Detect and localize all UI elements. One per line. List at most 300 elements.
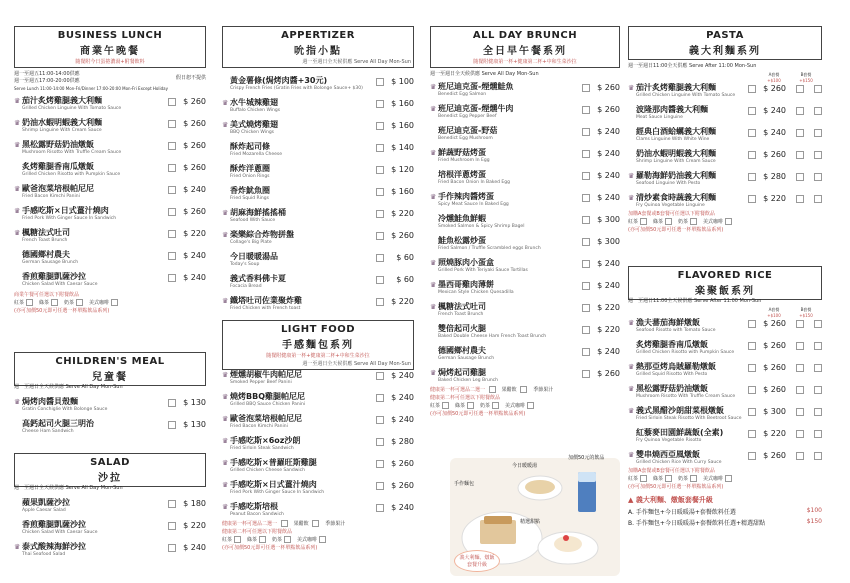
- menu-item-name-zh: 鮭魚松露炒蛋: [438, 236, 486, 245]
- order-checkbox[interactable]: [376, 188, 384, 196]
- menu-item-name: [438, 324, 582, 340]
- order-checkbox[interactable]: [748, 173, 756, 181]
- drink-option: 奶茶: [64, 300, 75, 306]
- spacer: [628, 106, 636, 114]
- order-checkbox[interactable]: [376, 254, 384, 262]
- brunch-title-zh: 全日早午餐系列: [483, 46, 567, 57]
- order-checkbox[interactable]: [376, 438, 384, 446]
- order-checkbox[interactable]: [376, 78, 384, 86]
- set-b-checkbox[interactable]: [814, 430, 822, 438]
- menu-item-name: [438, 368, 582, 384]
- set-a-checkbox[interactable]: [796, 173, 804, 181]
- drink-checkbox[interactable]: [527, 402, 534, 409]
- drink-checkbox[interactable]: [665, 475, 672, 482]
- menu-item: [222, 436, 414, 458]
- menu-item-name-en: Fried Bacon Kimchi Panini: [230, 424, 288, 429]
- menu-item-name-en: Mushroom Risotto With Truffle Cream Sauce: [22, 150, 122, 155]
- set-a-checkbox[interactable]: [796, 151, 804, 159]
- order-checkbox[interactable]: [582, 106, 590, 114]
- order-checkbox[interactable]: [748, 408, 756, 416]
- order-checkbox[interactable]: [376, 210, 384, 218]
- menu-item-name: [636, 149, 748, 165]
- menu-item: [628, 193, 822, 215]
- menu-item-name-en: Grilled Pork With Teriyaki Sauce Tortillas: [438, 268, 528, 273]
- menu-item-name-zh: 黑松露野菇奶油燉飯: [636, 384, 708, 393]
- menu-item-price: $ 120: [391, 165, 414, 174]
- order-checkbox[interactable]: [376, 394, 384, 402]
- business-note-3: Serve Lunch 11:00-14:00 Mon-Fri/Dinner 17:00-20:00 Mon-Fri Except Holiday: [14, 86, 168, 91]
- menu-item-price: $ 300: [597, 215, 620, 224]
- set-a-checkbox[interactable]: [796, 107, 804, 115]
- brunch-drink-hint: 健康第二杯可任選以下附餐飲品: [430, 395, 501, 401]
- menu-item-price: $ 160: [391, 121, 414, 130]
- chef-icon: ♛: [628, 319, 635, 327]
- drink-checkbox[interactable]: [51, 299, 58, 306]
- menu-item-name-zh: 酥炸起司條: [230, 142, 270, 151]
- spacer: [14, 251, 22, 259]
- light-food-subtitle: 隨餐附健康第一杯+健康第二杯+中和生菜沙拉: [266, 353, 370, 359]
- menu-item: [14, 520, 206, 542]
- order-checkbox[interactable]: [748, 85, 756, 93]
- order-checkbox[interactable]: [748, 386, 756, 394]
- menu-item-name-en: German Sausage Brunch: [438, 356, 495, 361]
- set-a-checkbox[interactable]: [796, 195, 804, 203]
- menu-item-name-zh: 義式黑醋沙朗甜菜根燉飯: [636, 406, 724, 415]
- menu-item-name-zh: 手感吃斯培根: [230, 502, 278, 511]
- photo-label-bread: 手作麵包: [454, 481, 475, 487]
- menu-item-name: [230, 392, 376, 408]
- rice-drink-hint: 加購A套餐或B套餐可任選以下附餐飲品: [628, 468, 715, 474]
- menu-item-name: [22, 542, 168, 558]
- drink-checkbox[interactable]: [442, 402, 449, 409]
- menu-item-name-zh: 炙烤雞腿香南瓜燉飯: [22, 162, 94, 171]
- menu-item-name: [438, 192, 582, 208]
- column-4: [628, 0, 822, 527]
- drink-checkbox[interactable]: [665, 218, 672, 225]
- order-checkbox[interactable]: [582, 260, 590, 268]
- order-checkbox[interactable]: [376, 460, 384, 468]
- chef-icon: ♛: [222, 437, 229, 445]
- drink-option: 美式咖啡: [703, 219, 724, 225]
- chef-icon: ♛: [14, 543, 21, 551]
- menu-item-price: $ 140: [391, 143, 414, 152]
- menu-item: [222, 164, 414, 186]
- set-b-checkbox[interactable]: [814, 129, 822, 137]
- menu-item: [222, 142, 414, 164]
- set-a-checkbox[interactable]: [796, 85, 804, 93]
- order-checkbox[interactable]: [168, 274, 176, 282]
- menu-item: [222, 230, 414, 252]
- order-checkbox[interactable]: [748, 342, 756, 350]
- order-checkbox[interactable]: [582, 304, 590, 312]
- set-b-checkbox[interactable]: [814, 452, 822, 460]
- salad-title-zh: 沙拉: [98, 473, 122, 484]
- menu-item-name-en: Fried Squid Rings: [230, 196, 269, 201]
- drink-checkbox[interactable]: [690, 218, 697, 225]
- menu-item-name-zh: 炙烤雞腿香南瓜燉飯: [636, 340, 708, 349]
- menu-item-name-zh: 茄汁炙烤雞腿義大利麵: [636, 83, 716, 92]
- menu-item-name-en: Grilled Chicken Linguine With Tomato Sauce: [636, 93, 736, 98]
- pasta-fine-print: (亦可加價50元即可任選一杯單點飲品系列): [628, 227, 724, 233]
- menu-item-name-zh: 班尼迪克蛋-煙燻鮭魚: [438, 82, 514, 91]
- order-checkbox[interactable]: [376, 276, 384, 284]
- menu-item-price: $ 260: [391, 481, 414, 490]
- menu-item-name-zh: 楓糖法式吐司: [438, 302, 486, 311]
- pasta-list: [628, 83, 822, 215]
- drink-checkbox[interactable]: [26, 299, 33, 306]
- appetizer-header: [222, 26, 414, 68]
- menu-item: [14, 140, 206, 162]
- drink-option: 紅茶: [628, 219, 639, 225]
- drink-option: 奶茶: [272, 537, 283, 543]
- spacer: [430, 347, 438, 355]
- menu-item: [628, 450, 822, 472]
- menu-item-name: [636, 83, 748, 99]
- rice-fine-print: (亦可加價50元即可任選一杯單點飲品系列): [628, 484, 724, 490]
- business-lunch-list: [14, 96, 206, 294]
- menu-item-name: [22, 498, 168, 514]
- menu-item-name: [22, 419, 168, 435]
- order-checkbox[interactable]: [168, 421, 176, 429]
- set-a-checkbox[interactable]: [796, 129, 804, 137]
- menu-item-price: $ 130: [183, 420, 206, 429]
- menu-item-price: $ 260: [763, 451, 786, 460]
- menu-item-name-en: Mexican Style Chicken Quesadilla: [438, 290, 514, 295]
- drink-checkbox[interactable]: [259, 536, 266, 543]
- appetizer-title-en: APPERTIZER: [281, 30, 355, 41]
- children-note: 週一至週日全天候供應 Serve All Day Mon-Sun: [14, 384, 123, 390]
- drink-checkbox[interactable]: [284, 536, 291, 543]
- set-a-checkbox[interactable]: [796, 342, 804, 350]
- children-list: [14, 397, 206, 441]
- menu-item: [628, 318, 822, 340]
- order-checkbox[interactable]: [582, 172, 590, 180]
- menu-item-name: [230, 480, 376, 496]
- order-checkbox[interactable]: [168, 399, 176, 407]
- menu-item-name-zh: 煙燻胡椒牛肉帕尼尼: [230, 370, 302, 379]
- order-checkbox[interactable]: [582, 150, 590, 158]
- drink-option: 奶茶: [678, 476, 689, 482]
- menu-item-name: [636, 384, 748, 400]
- menu-item-name: [636, 318, 748, 334]
- menu-item-name-zh: 照燒豚肉小蛋盒: [438, 258, 494, 267]
- order-checkbox[interactable]: [582, 370, 590, 378]
- drink-checkbox[interactable]: [640, 475, 647, 482]
- children-header: [14, 352, 206, 386]
- photo-badge-upgrade: 義大利麵、燉飯套餐升級: [454, 550, 500, 572]
- drink-checkbox[interactable]: [76, 299, 83, 306]
- drink-option: 綠茶: [653, 476, 664, 482]
- chef-icon: ♛: [222, 503, 229, 511]
- menu-item: [628, 171, 822, 193]
- photo-label-dessert: 精選甜點: [520, 519, 541, 525]
- menu-item-name-en: Cheese Ham Sandwich: [22, 429, 74, 434]
- order-checkbox[interactable]: [168, 500, 176, 508]
- set-b-checkbox[interactable]: [814, 173, 822, 181]
- drink-checkbox[interactable]: [319, 536, 326, 543]
- menu-item-price: $ 260: [183, 97, 206, 106]
- order-checkbox[interactable]: [748, 364, 756, 372]
- photo-label-drink: 加價50元的飲品: [568, 455, 605, 461]
- menu-item-name-en: Seafood With Sauce: [230, 218, 276, 223]
- menu-item-name: [22, 206, 168, 222]
- menu-item-price: $ 240: [597, 149, 620, 158]
- menu-item-name-zh: 水牛城辣雞翅: [230, 98, 278, 107]
- menu-item-name-en: Grilled Chicken Cheese Sandwich: [230, 468, 306, 473]
- menu-item: [628, 428, 822, 450]
- order-checkbox[interactable]: [748, 195, 756, 203]
- order-checkbox[interactable]: [376, 100, 384, 108]
- menu-item: [14, 206, 206, 228]
- menu-item-name-zh: 雙串燒西亞風燉飯: [636, 450, 700, 459]
- set-b-checkbox[interactable]: [814, 195, 822, 203]
- order-checkbox[interactable]: [168, 544, 176, 552]
- order-checkbox[interactable]: [168, 186, 176, 194]
- menu-item-name-zh: 奶油水蝦明蝦義大利麵: [22, 118, 102, 127]
- light-food-title-zh: 手感麵包系列: [282, 340, 354, 351]
- drink-option: 美式咖啡: [703, 476, 724, 482]
- menu-item: [628, 406, 822, 428]
- set-b-checkbox[interactable]: [814, 85, 822, 93]
- menu-item-name: [22, 96, 168, 112]
- menu-item-price: $ 240: [183, 543, 206, 552]
- order-checkbox[interactable]: [582, 84, 590, 92]
- order-checkbox[interactable]: [168, 164, 176, 172]
- chef-icon: ♛: [430, 303, 437, 311]
- chef-icon: ♛: [222, 231, 229, 239]
- menu-item-name: [230, 186, 376, 202]
- menu-item-name-en: Focacia Bread: [230, 284, 262, 289]
- menu-item: [430, 170, 620, 192]
- menu-item: [430, 346, 620, 368]
- order-checkbox[interactable]: [582, 238, 590, 246]
- drink-checkbox[interactable]: [111, 299, 118, 306]
- menu-item: [222, 274, 414, 296]
- menu-item-price: $ 100: [391, 77, 414, 86]
- order-checkbox[interactable]: [748, 320, 756, 328]
- light-food-note: 週一至週日全天候供應 Serve All Day Mon-Sun: [302, 361, 411, 367]
- order-checkbox[interactable]: [376, 416, 384, 424]
- menu-item-price: $ 220: [391, 209, 414, 218]
- menu-item-name-en: Baked Chicken Leg Brunch: [438, 378, 499, 383]
- menu-item-name: [636, 105, 748, 121]
- light-drinks: [222, 536, 414, 545]
- menu-item: [430, 126, 620, 148]
- order-checkbox[interactable]: [376, 144, 384, 152]
- menu-item: [222, 370, 414, 392]
- order-checkbox[interactable]: [376, 232, 384, 240]
- menu-item: [222, 296, 414, 318]
- order-checkbox[interactable]: [376, 166, 384, 174]
- chef-icon: ♛: [14, 398, 21, 406]
- order-checkbox[interactable]: [376, 298, 384, 306]
- menu-item-name-zh: 波隆那肉醬義大利麵: [636, 105, 708, 114]
- order-checkbox[interactable]: [582, 326, 590, 334]
- menu-item-name: [438, 170, 582, 186]
- order-checkbox[interactable]: [748, 107, 756, 115]
- menu-item-name-zh: 今日暖暖湯品: [230, 252, 278, 261]
- drink-option: 紅茶: [430, 403, 441, 409]
- spacer: [14, 163, 22, 171]
- chef-icon: ♛: [14, 141, 21, 149]
- order-checkbox[interactable]: [168, 98, 176, 106]
- order-checkbox[interactable]: [582, 282, 590, 290]
- menu-item-name-en: Apple Caesar Salad: [22, 508, 66, 513]
- menu-item-name-en: Fried Pork With Ginger Sauce In Sandwich: [22, 216, 117, 221]
- menu-item-price: $ 240: [183, 273, 206, 282]
- menu-item-price: $ 220: [183, 521, 206, 530]
- menu-item-name: [22, 162, 168, 178]
- menu-item-name: [438, 104, 582, 120]
- set-b-checkbox[interactable]: [814, 151, 822, 159]
- menu-item-name-en: Grilled Chicken Risotto with Pumpkin Sauce: [636, 350, 735, 355]
- set-a-checkbox[interactable]: [796, 452, 804, 460]
- set-b-checkbox[interactable]: [814, 342, 822, 350]
- business-note-1: 週一至週五11:00-14:00供應: [14, 71, 80, 77]
- menu-item-name: [438, 148, 582, 164]
- menu-item: [430, 236, 620, 258]
- menu-item: [14, 228, 206, 250]
- set-a-checkbox[interactable]: [796, 364, 804, 372]
- order-checkbox[interactable]: [582, 216, 590, 224]
- order-checkbox[interactable]: [582, 194, 590, 202]
- menu-item-name-en: Collage's Big Plate: [230, 240, 272, 245]
- light-fine-print: (亦可加價50元即可任選一杯單點飲品系列): [222, 545, 318, 551]
- menu-item-name-en: Fried Sirloin Steak Risotto With Beetroot Sauce: [636, 416, 742, 421]
- menu-item-name-zh: 羅勒海鮮奶油義大利麵: [636, 171, 716, 180]
- menu-item-price: $ 240: [763, 106, 786, 115]
- menu-item-price: $ 240: [597, 171, 620, 180]
- menu-item: [430, 302, 620, 324]
- set-a-checkbox[interactable]: [796, 386, 804, 394]
- drink-checkbox[interactable]: [492, 402, 499, 409]
- order-checkbox[interactable]: [748, 129, 756, 137]
- menu-item-name-zh: 清炒素食時蔬義大利麵: [636, 193, 716, 202]
- light-food-title-en: LIGHT FOOD: [280, 324, 356, 335]
- menu-item-name-en: Benedict Egg Salmon: [438, 92, 487, 97]
- menu-item-price: $ 130: [183, 398, 206, 407]
- drink-checkbox[interactable]: [467, 402, 474, 409]
- menu-item-price: $ 260: [763, 150, 786, 159]
- menu-item-name-en: Chicken Salad With Caesar Sauce: [22, 530, 98, 535]
- set-b-checkbox[interactable]: [814, 408, 822, 416]
- order-checkbox[interactable]: [582, 348, 590, 356]
- menu-item: [222, 252, 414, 274]
- menu-item-name-en: Fried Onion Rings: [230, 174, 270, 179]
- brunch-subtitle: 隨餐附健康第一杯+健康第二杯+中和生菜沙拉: [473, 59, 577, 65]
- menu-item: [14, 542, 206, 564]
- chef-icon: ♛: [222, 371, 229, 379]
- menu-item-price: $ 240: [597, 259, 620, 268]
- order-checkbox[interactable]: [168, 120, 176, 128]
- menu-item-name-en: Crispy French Fries (Gratin Fries with Bolonge Sauce+ $30): [230, 86, 363, 91]
- menu-item-name-en: Fried Mushroom In Egg: [438, 158, 490, 163]
- salad-title-en: SALAD: [90, 457, 130, 468]
- menu-item-name-en: Grilled BBQ Sauce Chicken Panini: [230, 402, 306, 407]
- order-checkbox[interactable]: [168, 230, 176, 238]
- set-b-checkbox[interactable]: [814, 107, 822, 115]
- order-checkbox[interactable]: [748, 452, 756, 460]
- drink-checkbox[interactable]: [725, 475, 732, 482]
- menu-item: [430, 82, 620, 104]
- set-a-checkbox[interactable]: [796, 430, 804, 438]
- set-b-checkbox[interactable]: [814, 386, 822, 394]
- drink-option: 紅茶: [222, 537, 233, 543]
- spacer: [222, 275, 230, 283]
- drink-checkbox[interactable]: [690, 475, 697, 482]
- order-checkbox[interactable]: [168, 522, 176, 530]
- menu-item-name-en: Benedict Egg Mushroom: [438, 136, 493, 141]
- drink-option: 紅茶: [628, 476, 639, 482]
- brunch-fine-print: (亦可加價50元即可任選一杯單點飲品系列): [430, 411, 526, 417]
- menu-item-price: $ 240: [391, 503, 414, 512]
- chef-icon: ♛: [430, 149, 437, 157]
- menu-item: [430, 324, 620, 346]
- menu-item-name: [438, 258, 582, 274]
- salad-list: [14, 498, 206, 564]
- menu-item: [430, 368, 620, 390]
- menu-item-name-en: Chicken Salad With Caesar Sauce: [22, 282, 98, 287]
- menu-item-name-zh: 楽樂綜合炸物拼盤: [230, 230, 294, 239]
- pasta-title-zh: 義大利麵系列: [689, 46, 761, 57]
- menu-item-price: $ 160: [391, 99, 414, 108]
- order-checkbox[interactable]: [748, 430, 756, 438]
- order-checkbox[interactable]: [748, 151, 756, 159]
- column-1: [14, 0, 206, 557]
- pasta-drink-hint: 加購A套餐或B套餐可任選以下附餐飲品: [628, 211, 715, 217]
- drink-option: 奶茶: [480, 403, 491, 409]
- menu-item-name-zh: 奶油水蝦明蝦義大利麵: [636, 149, 716, 158]
- chef-icon: ♛: [222, 481, 229, 489]
- set-b-checkbox[interactable]: [814, 364, 822, 372]
- menu-item: [628, 149, 822, 171]
- business-note-2: 週一至週五17:00-20:00供應: [14, 78, 80, 84]
- menu-item-name: [230, 164, 376, 180]
- menu-item: [222, 414, 414, 436]
- chef-icon: ♛: [628, 451, 635, 459]
- menu-item-name-en: French Toast Brunch: [22, 238, 68, 243]
- menu-item-name: [230, 436, 376, 452]
- menu-item-name: [636, 406, 748, 422]
- set-a-checkbox[interactable]: [796, 408, 804, 416]
- menu-item-name: [230, 230, 376, 246]
- menu-item-name-zh: 歐爸泡菜培根帕尼尼: [22, 184, 94, 193]
- order-checkbox[interactable]: [168, 208, 176, 216]
- spacer: [14, 420, 22, 428]
- order-checkbox[interactable]: [168, 252, 176, 260]
- order-checkbox[interactable]: [376, 482, 384, 490]
- order-checkbox[interactable]: [376, 504, 384, 512]
- rice-drinks: [628, 475, 822, 484]
- order-checkbox[interactable]: [376, 372, 384, 380]
- menu-item-name-zh: 班尼迪克蛋-煙燻牛肉: [438, 104, 514, 113]
- menu-item: [14, 498, 206, 520]
- appetizer-list: [222, 76, 414, 318]
- order-checkbox[interactable]: [582, 128, 590, 136]
- set-b-checkbox[interactable]: [814, 320, 822, 328]
- order-checkbox[interactable]: [168, 142, 176, 150]
- menu-item-name-zh: 香煎雞腿凱薩沙拉: [22, 520, 86, 529]
- order-checkbox[interactable]: [376, 122, 384, 130]
- drink-checkbox[interactable]: [640, 218, 647, 225]
- menu-item-name-en: BBQ Chicken Wings: [230, 130, 275, 135]
- drink-checkbox[interactable]: [725, 218, 732, 225]
- set-a-checkbox[interactable]: [796, 320, 804, 328]
- menu-item-name-zh: 美式燒烤雞翅: [230, 120, 278, 129]
- menu-item-name-en: Fry Quinoa Vegetable Risotto: [636, 438, 702, 443]
- menu-item-name-zh: 香煎雞腿凱薩沙拉: [22, 272, 86, 281]
- drink-checkbox[interactable]: [234, 536, 241, 543]
